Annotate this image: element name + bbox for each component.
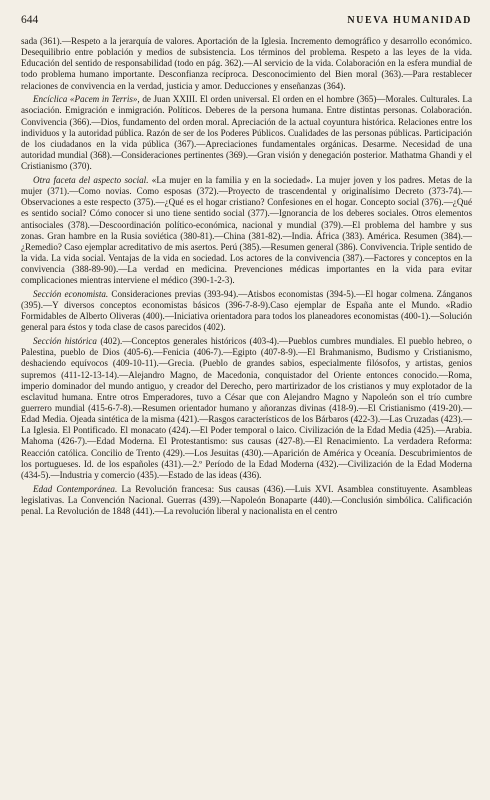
paragraph-seccion-economista — [21, 289, 472, 334]
paragraph-aspecto-social — [21, 175, 472, 287]
paragraph-text: Consideraciones previas (393-94).—Atisbos economistas (394-5).—El hogar colmena. Zánganos (395).—Y diversos conceptos economistas básicos (396-7-8-9).Caso ejemplar de España ante el Mundo. «Radio Formidables de Alberto Oliveras (400).—Iniciativa orientadora para todos los planeadores economistas (400-1).—Solución general para éstos y toda clase de casos parecidos (402). — [21, 288, 472, 333]
paragraph-text: «La mujer en la familia y en la sociedad». La mujer joven y los padres. Metas de la mujer (371).—Como novias. Como esposas (372).—Proyecto de trascendental y originalísimo Decreto (373-74).—Observaciones a este respecto (375).—¿Qué es el hogar cristiano? Confesiones en el hogar. Concepto social (376).—¿Qué es sentido social? Cómo conocer si uno tiene sentido social (377).—Ignorancia de los deberes sociales. Otros elementos antisociales (378).—Descoordinación político-económica, nacional y mundial (379).—El problema del hambre y sus zonas. Gran hambre en la Rusia soviética (380-81).—China (381-82).—India. África (383). América. Resumen (384).—¿Remedio? Caso ejemplar acreditativo de mis asertos. Perú (385).—Resumen general (386). Convivencia. Triple sentido de la vida. La vida social. Ventajas de la vida en sociedad. Los actores de la convivencia (387).—Factores y conceptos en la convivencia (388-89-90).—La verdad en medicina. Prevenciones médicas importantes en la vida para evitar complicaciones mientras interviene el médico (390-1-2-3). — [21, 174, 472, 286]
paragraph-text: de Juan XXIII. El orden universal. El orden en el hombre (365)—Morales. Culturales. La asociación. Emigración e inmigración. Políticos. Deberes de la persona humana. Entre distintas personas. Colaboración. Convivencia (366).—Dios, fundamento del orden moral. Apreciación de la actual coyuntura histórica. Relaciones entre los individuos y la autoridad pública. Razón de ser de los Poderes Públicos. Cualidades de las personas públicas. Participación de los ciudadanos en la vida pública (367).—Apreciaciones fundamentales orgánicas. Desarme. Necesidad de una autoridad mundial (368).—Consideraciones pertinentes (369).—Gran visión y denegación posterior. Mathatma Ghandi y el Cristianismo (370). — [21, 94, 472, 172]
paragraph-text: La Revolución francesa: Sus causas (436).—Luis XVI. Asamblea constituyente. Asambleas legislativas. La Convención Nacional. Guerras (439).—Napoleón Bonaparte (440).—Conclusión simbólica. Calificación penal. La Revolución de 1848 (441).—La revolución liberal y nacionalista en el centro — [21, 483, 472, 516]
paragraph-edad-contemporanea — [21, 484, 472, 517]
page-body — [21, 36, 472, 517]
paragraph-lead: Sección histórica — [33, 336, 97, 347]
running-title: NUEVA HUMANIDAD — [347, 15, 472, 26]
paragraph-lead: Encíclica «Pacem in Terris», — [33, 94, 140, 105]
paragraph-pacem-in-terris — [21, 94, 472, 172]
paragraph-lead: Otra faceta del aspecto social. — [33, 174, 149, 185]
paragraph-continuation — [21, 36, 472, 92]
page-header — [21, 14, 472, 36]
paragraph-lead: Edad Contemporánea. — [33, 483, 118, 494]
paragraph-text: sada (361).—Respeto a la jerarquía de valores. Aportación de la Iglesia. Incremento demográfico y desarrollo económico. Desequilibrio entre población y medios de subsistencia. Los términos del problema. Respeto a las leyes de la vida. Educación del sentido de responsabilidad (todo en pág. 362).—Al servicio de la vida. Colaboración en la esfera mundial de todo problema humano importante. Desconfianza recíproca. Desconocimiento del Bien moral (363).—Para restablecer relaciones de convivencia en la verdad, justicia y amor. Deducciones y enseñanzas (364). — [21, 36, 472, 91]
page-number: 644 — [21, 14, 39, 26]
paragraph-lead: Sección economista. — [33, 288, 109, 299]
paragraph-text: (402).—Conceptos generales históricos (403-4).—Pueblos cumbres mundiales. El pueblo hebreo, o Palestina, pueblo de Dios (405-6).—Fenicia (406-7).—Egipto (407-8-9).—El Brahmanismo, Budismo y Cristianismo, deshaciendo equívocos (409-10-11).—Grecia. (Pueblo de grandes sabios, especialmente filósofos, y artistas, genios supremos (411-12-13-14).—Alejandro Magno, de Macedonia, conquistador del Oriente entonces conocido.—Roma, imperio dominador del mundo antiguo, y creador del Derecho, pero martirizador de los cristianos y muy explotador de la esclavitud humana. Entre otros Emperadores, tuvo a César que con Alejandro Magno y Napoleón son el trío cumbre guerrero mundial (415-6-7-8).—Resumen orientador humano y añoranzas divinas (418-9).—El Cristianismo (419-20).—Edad Media. Ojeada sintética de la misma (421).—Rasgos característicos de los Bárbaros (422-3).—Las Cruzadas (423).—La Iglesia. El Pontificado. El monacato (424).—El Poder temporal o laico. Civilización de la Edad Media (425).—Arabia. Mahoma (426-7).—Edad Moderna. El Protestantismo: sus causas (427-8).—El Renacimiento. La verdadera Reforma: Reacción católica. Concilio de Trento (429).—Los Jesuitas (430).—Aparición de América y Oceanía. Descubrimientos de los portugueses. Id. de los españoles (431).—2.º Período de la Edad Moderna (432).—Civilización de la Edad Moderna (434-5).—Industria y comercio (435).—Estado de las ideas (436). — [21, 336, 472, 480]
paragraph-seccion-historica — [21, 336, 472, 481]
